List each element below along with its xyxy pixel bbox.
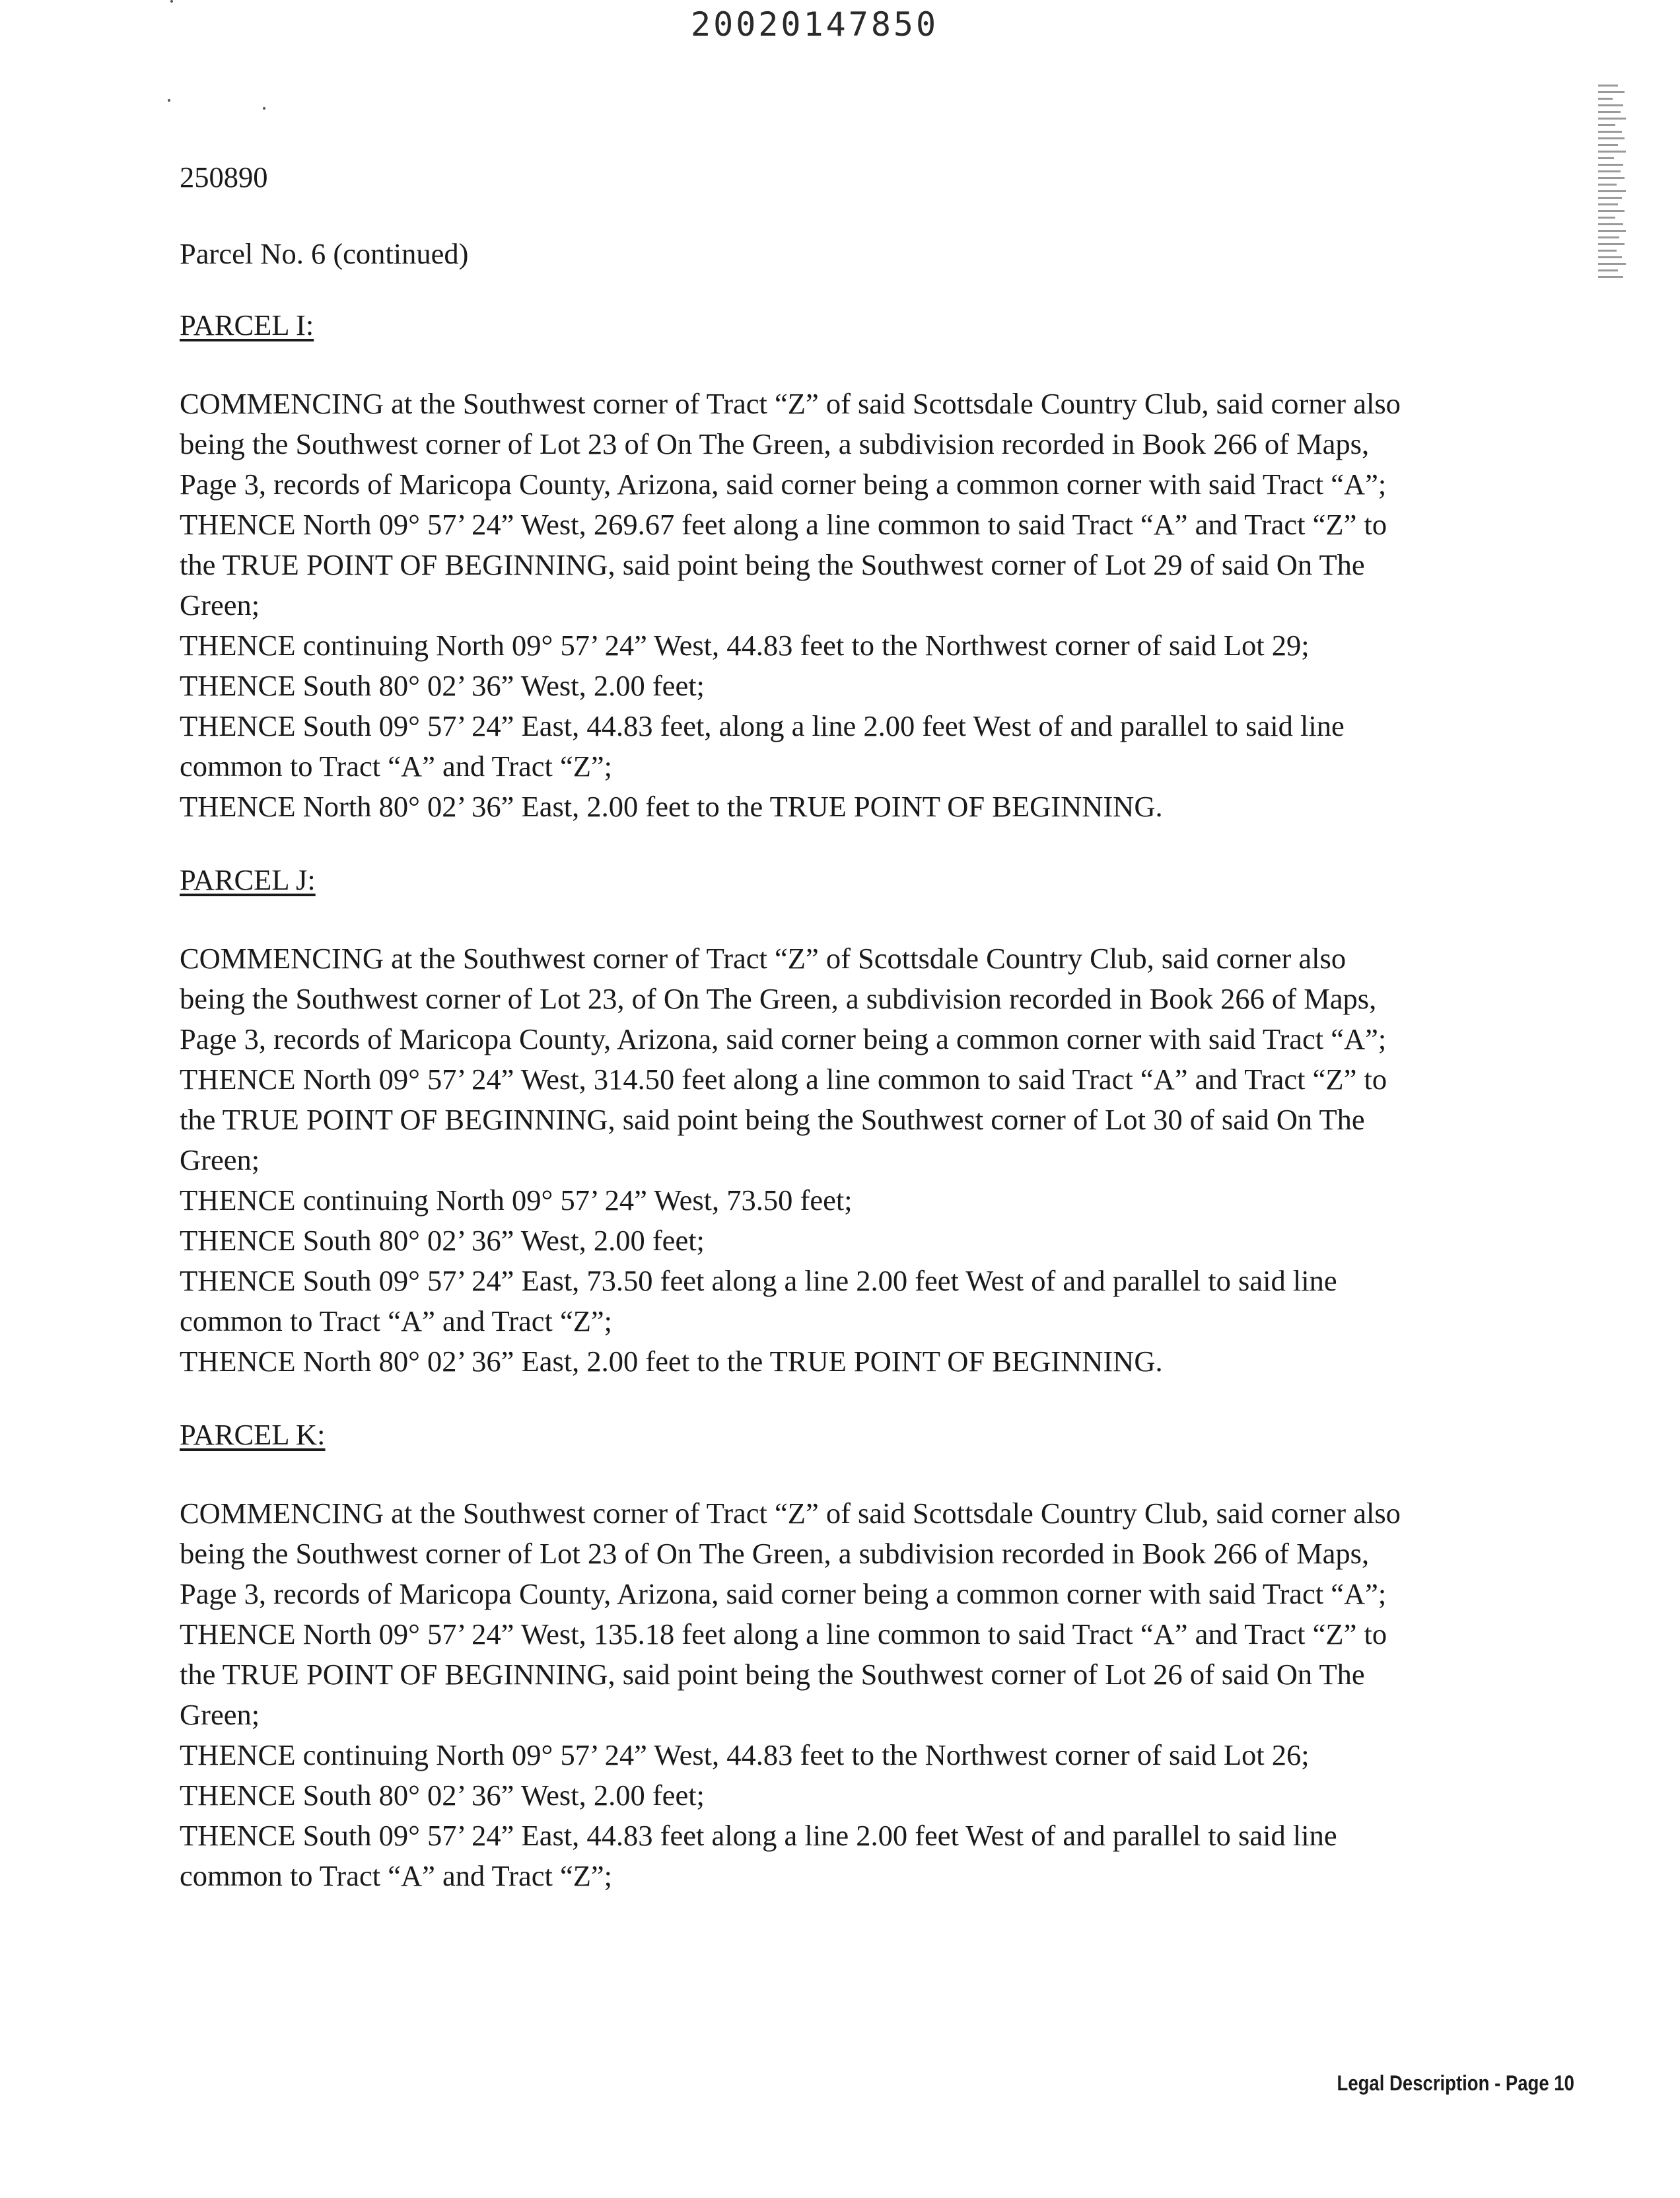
parcel-description [180,939,1580,1382]
description-line: THENCE South 80° 02’ 36” West, 2.00 feet; [180,1779,705,1812]
parcel-description [180,1493,1580,1896]
description-line: Green; [180,1698,260,1731]
description-line: common to Tract “A” and Tract “Z”; [180,1859,613,1892]
description-line: being the Southwest corner of Lot 23 of On The Green, a subdivision recorded in Book 266 of Maps, [180,1537,1370,1570]
description-line: being the Southwest corner of Lot 23 of On The Green, a subdivision recorded in Book 266 of Maps, [180,427,1370,460]
description-line: Page 3, records of Maricopa County, Arizona, said corner being a common corner with said Tract “A”; [180,468,1387,501]
parcel-heading: PARCEL J: [180,863,316,896]
description-line: THENCE continuing North 09° 57’ 24” West, 44.83 feet to the Northwest corner of said Lot 29; [180,629,1310,662]
description-line: THENCE South 80° 02’ 36” West, 2.00 feet; [180,669,705,702]
description-line: COMMENCING at the Southwest corner of Tract “Z” of said Scottsdale Country Club, said corner also [180,387,1401,420]
description-line: the TRUE POINT OF BEGINNING, said point being the Southwest corner of Lot 26 of said On The [180,1658,1365,1691]
description-line: THENCE South 09° 57’ 24” East, 44.83 feet along a line 2.00 feet West of and parallel to said line [180,1819,1337,1852]
page-footer: Legal Description - Page 10 [1337,2071,1574,2095]
document-number: 250890 [180,160,268,194]
description-line: Green; [180,588,260,621]
description-line: THENCE continuing North 09° 57’ 24” West, 73.50 feet; [180,1184,853,1217]
scan-artifact-dot [168,99,170,102]
description-line: the TRUE POINT OF BEGINNING, said point being the Southwest corner of Lot 30 of said On The [180,1103,1365,1136]
description-line: being the Southwest corner of Lot 23, of On The Green, a subdivision recorded in Book 266 of Maps, [180,982,1377,1015]
description-line: common to Tract “A” and Tract “Z”; [180,750,613,783]
description-line: THENCE North 80° 02’ 36” East, 2.00 feet to the TRUE POINT OF BEGINNING. [180,1345,1163,1378]
legal-description-body [180,157,1580,1929]
parcel-reference: Parcel No. 6 (continued) [180,237,469,270]
scan-artifact-dot [170,0,173,3]
recording-number: 20020147850 [691,5,939,44]
description-line: the TRUE POINT OF BEGINNING, said point being the Southwest corner of Lot 29 of said On The [180,548,1365,581]
description-line: THENCE North 80° 02’ 36” East, 2.00 feet to the TRUE POINT OF BEGINNING. [180,790,1163,823]
parcel-heading: PARCEL I: [180,308,314,341]
scan-artifact-dot [263,107,265,110]
description-line: THENCE North 09° 57’ 24” West, 269.67 feet along a line common to said Tract “A” and Tract “Z” to [180,508,1387,541]
description-line: THENCE South 09° 57’ 24” East, 44.83 feet, along a line 2.00 feet West of and parallel to said line [180,709,1345,742]
description-line: Page 3, records of Maricopa County, Arizona, said corner being a common corner with said Tract “A”; [180,1577,1387,1610]
description-line: THENCE South 09° 57’ 24” East, 73.50 feet along a line 2.00 feet West of and parallel to said line [180,1264,1337,1297]
description-line: THENCE continuing North 09° 57’ 24” West, 44.83 feet to the Northwest corner of said Lot 26; [180,1738,1310,1771]
description-line: Green; [180,1143,260,1176]
description-line: THENCE North 09° 57’ 24” West, 135.18 feet along a line common to said Tract “A” and Tract “Z” to [180,1617,1387,1650]
description-line: common to Tract “A” and Tract “Z”; [180,1304,613,1337]
side-recording-stamp [1598,85,1627,296]
description-line: THENCE South 80° 02’ 36” West, 2.00 feet; [180,1224,705,1257]
description-line: COMMENCING at the Southwest corner of Tract “Z” of said Scottsdale Country Club, said corner also [180,1497,1401,1530]
description-line: COMMENCING at the Southwest corner of Tract “Z” of Scottsdale Country Club, said corner also [180,942,1347,975]
description-line: THENCE North 09° 57’ 24” West, 314.50 feet along a line common to said Tract “A” and Tract “Z” to [180,1063,1387,1096]
parcel-description [180,384,1580,827]
parcel-heading: PARCEL K: [180,1418,326,1451]
description-line: Page 3, records of Maricopa County, Arizona, said corner being a common corner with said Tract “A”; [180,1022,1387,1055]
